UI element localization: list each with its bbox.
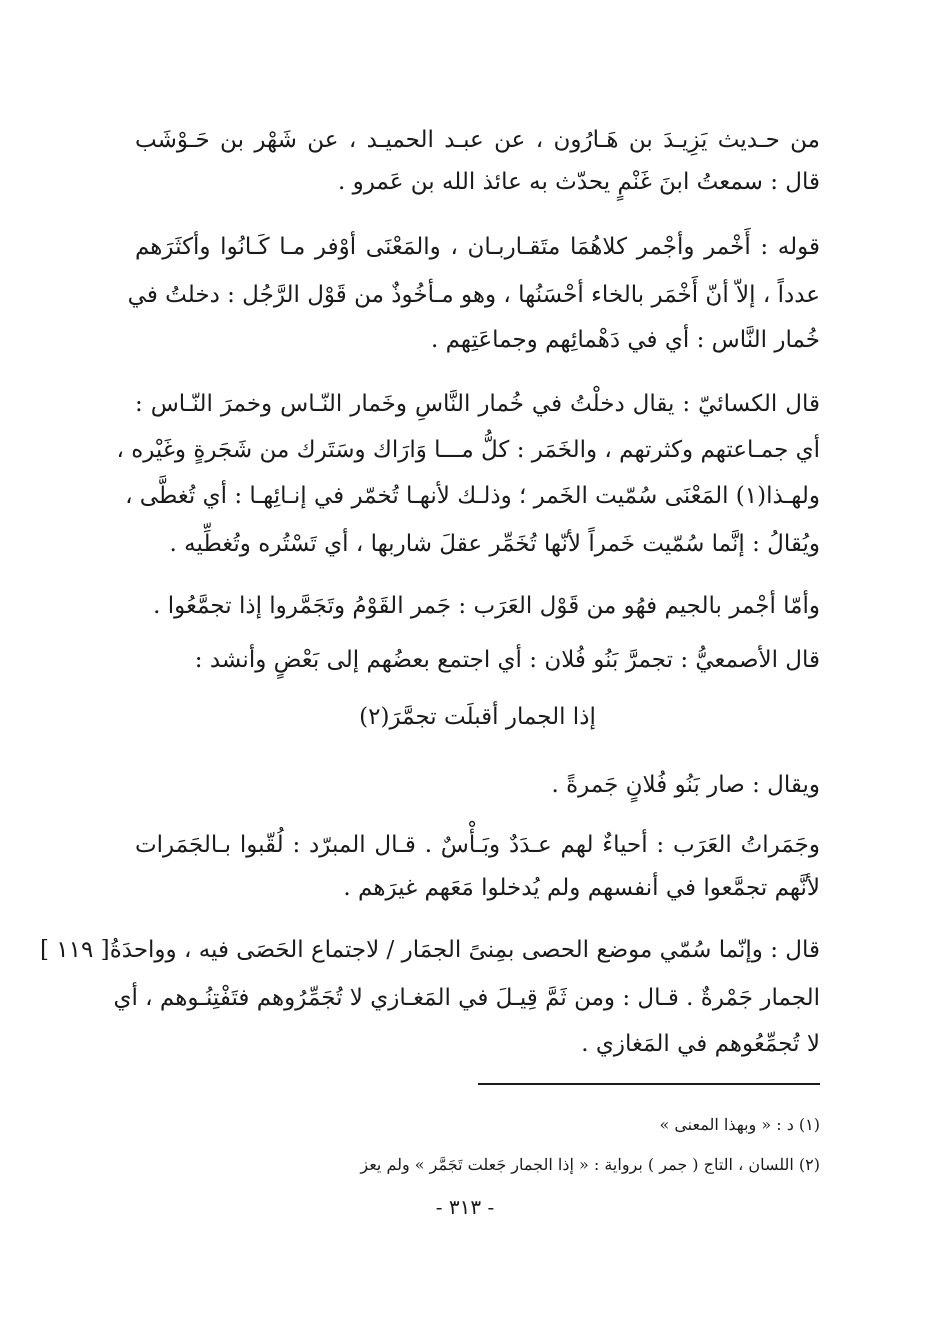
footnote: (٢) اللسان ، التاج ( جمر ) برواية : « إذا الجمار جَعلت تَجَمَّر » ولم يعز [360,1155,820,1174]
body-line: قال الأصمعيُّ : تجمرَّ بَنُو فُلان : أي اجتمع بعضُهم إلى بَعْضٍ وأنشد : [194,647,820,673]
body-line: من حـديث يَزِيـدَ بن هَـارُون ، عن عبـد الحميـد ، عن شَهْر بن حَـوْشَب [135,127,820,153]
body-line: وجَمَراتُ العَرَب : أحياءٌ لهم عـدَدٌ وبَـأْسٌ . قـال المبرّد : لُقّبوا بـالجَمَرات [135,832,820,858]
body-line: خُمار النَّاس : أي في دَهْمائِهم وجماعَتِهم . [430,327,820,353]
body-line: قال : سمعتُ ابنَ غَنْمٍ يحدّث به عائذ الله بن عَمرو . [337,169,820,195]
body-line: وأمّا أجْمر بالجيم فهُو من قَوْل العَرَب : جَمر القَوْمُ وتَجَمَّروا إذا تجمَّعُوا . [153,593,820,619]
body-line: لأنَّهم تجمَّعوا في أنفسهم ولم يُدخلوا مَعَهم غيرَهم . [343,875,820,901]
body-line: ولهـذا(١) المَعْنَى سُمّيت الخَمر ؛ وذلـك لأنهـا تُخمّر في إنـائِهـا : أي تُغطَّى ، [125,483,820,509]
body-line: الجمار جَمْرةٌ . قـال : ومن ثَمَّ قِيـلَ في المَغـازي لا تُجَمِّرُوهم فتَفْتِنُـوهم ، أي [113,985,820,1011]
body-line: قال الكسائيّ : يقال دخلْتُ في خُمار النَّاسِ وخَمار النّـاس وخمرَ النّـاس : [135,391,820,417]
footnote-separator [478,1083,820,1085]
marginal-page-reference: [ ١١٩ ] [40,937,110,963]
footnote: (١) د : « وبهذا المعنى » [659,1115,820,1134]
body-line: عدداً ، إلاّ أنّ أَخْمَر بالخاء أحْسَنُها ، وهو مـأخُوذٌ من قَوْل الرَّجُل : دخلتُ في [127,282,820,308]
page-number: - ٣١٣ - [435,1195,495,1219]
body-line: قوله : أَخْمر وأجْمر كلاهُمَا متَقـاربـان ، والمَعْنَى أوْفر مـا كَـانُوا وأكثَرَهم [135,234,820,260]
body-line: قال : وإنّما سُمّي موضع الحصى بمِنىً الجمَار / لاجتماع الحَصَى فيه ، وواحدَةُ [109,937,820,963]
verse-line: إذا الجمار أقبلَت تجمَّرَ(٢) [359,704,596,730]
body-line: أي جمـاعتهم وكثرتهم ، والخَمَر : كلُّ مـــا وَارَاك وسَتَرك من شَجَرةٍ وغَيْره ، [116,437,820,463]
body-line: ويُقالُ : إنَّما سُمّيت خَمراً لأنّها تُخَمِّر عقلَ شاربها ، أي تَسْتُره وتُغطِّيه . [169,531,820,557]
body-line: ويقال : صار بَنُو فُلانٍ جَمرةً . [551,772,820,798]
body-line: لا تُجمِّعُوهم في المَغازي . [581,1031,820,1057]
